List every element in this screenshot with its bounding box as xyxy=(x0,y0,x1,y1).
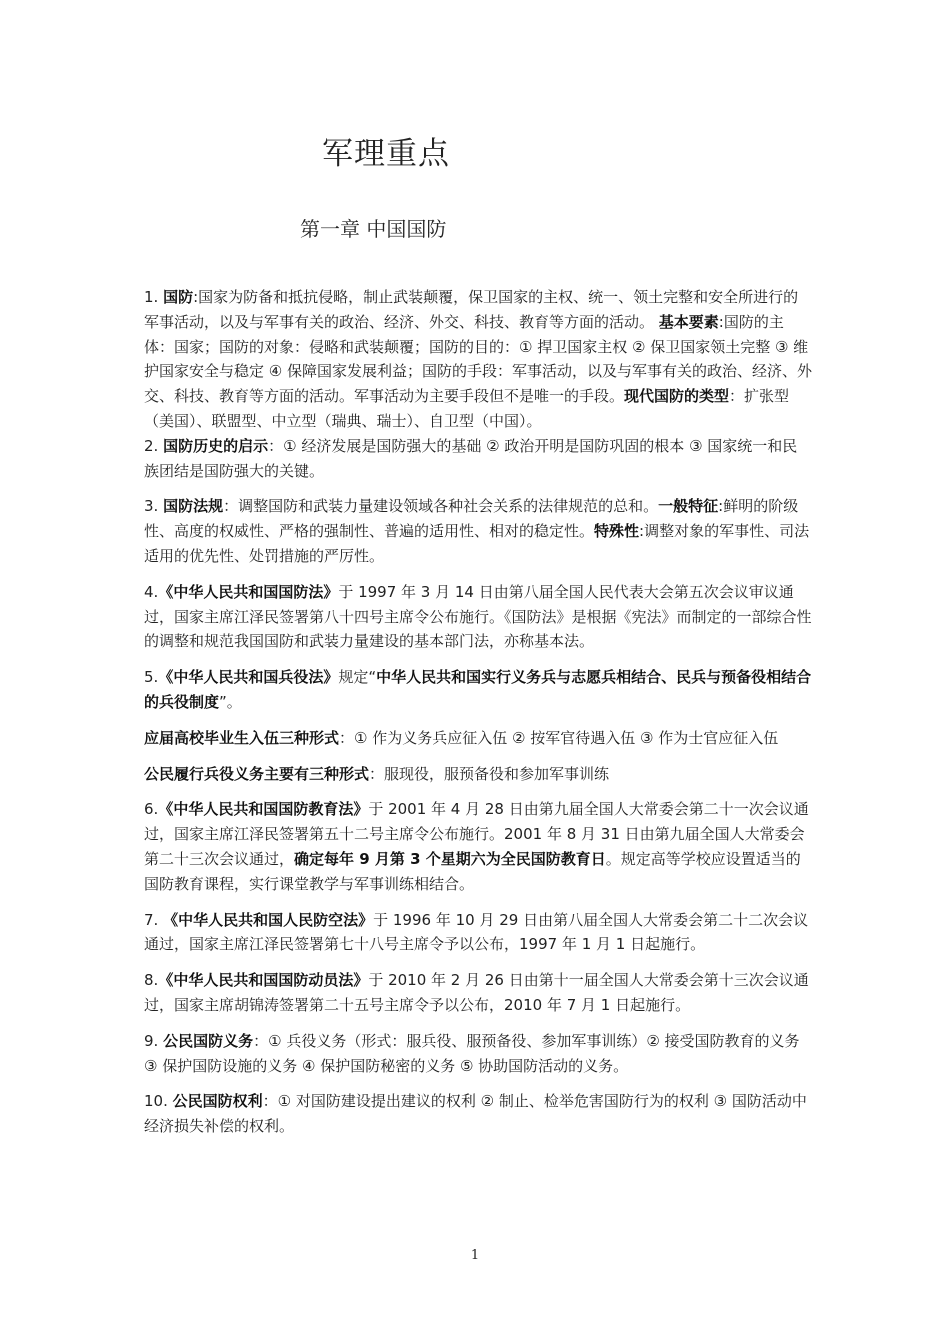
text-run: ：① 兵役义务（形式：服兵役、服预备役、参加军事训练）② 接受国防教育的义务 ③ 保护国防设施的义务 ④ 保护国防秘密的义务 ⑤ 协助国防活动的义务。 xyxy=(144,1031,800,1075)
text-run: :调整对象的军事性、司法适用的优先性、处罚措施的严厉性。 xyxy=(144,522,810,565)
text-run: ：服现役，服预备役和参加军事训练 xyxy=(369,764,610,783)
bold-text-run: 公民国防义务 xyxy=(163,1031,254,1050)
bold-text-run: 国防法规 xyxy=(163,497,224,516)
bold-text-run: 《中华人民共和国国防动员法》 xyxy=(158,971,369,990)
paragraph-3 xyxy=(144,494,812,568)
text-run: :国家为防备和抵抗侵略，制止武装颠覆，保卫国家的主权、统一、领土完整和安全所进行的军事活动，以及与军事有关的政治、经济、外交、科技、教育等方面的活动。 xyxy=(144,288,799,331)
bold-text-run: 《中华人民共和国国防教育法》 xyxy=(158,800,369,819)
text-run: 8. xyxy=(144,971,159,990)
bold-text-run: 现代国防的类型 xyxy=(624,387,730,406)
bold-text-run: 公民国防权利 xyxy=(172,1092,263,1111)
paragraph-6 xyxy=(144,797,812,896)
text-run: 规定“ xyxy=(338,668,377,687)
bold-text-run: 公民履行兵役义务主要有三种形式 xyxy=(144,764,370,783)
text-run: 于 1996 年 10 月 29 日由第八届全国人大常委会第二十二次会议通过，国家主席江泽民签署第七十八号主席令予以公布，1997 年 1 月 1 日起施行。 xyxy=(144,910,809,954)
page-title: 军理重点 xyxy=(322,136,450,172)
text-run: 7. xyxy=(144,910,164,929)
text-run: 3. xyxy=(144,497,164,516)
text-run: 1. xyxy=(144,288,164,306)
bold-text-run: 中华人民共和国实行义务兵与志愿兵相结合、民兵与预备役相结合的兵役制度 xyxy=(144,668,812,711)
text-run: 于 2001 年 4 月 28 日由第九届全国人大常委会第二十一次会议通过，国家主席江泽民签署第五十二号主席令公布施行。2001 年 8 月 31 日由第九届全国人大常委会第二十三次会议通过， xyxy=(144,800,809,868)
paragraph-9 xyxy=(144,1029,812,1079)
bold-text-run: 《中华人民共和国人民防空法》 xyxy=(163,910,374,929)
paragraph-1 xyxy=(144,285,812,434)
text-run: 于 2010 年 2 月 26 日由第十一届全国人大常委会第十三次会议通过，国家主席胡锦涛签署第二十五号主席令予以公布，2010 年 7 月 1 日起施行。 xyxy=(144,971,809,1014)
text-run: 10. xyxy=(144,1092,173,1111)
text-run: 2. xyxy=(144,436,164,455)
text-run: ：扩张型（美国）、联盟型、中立型（瑞典、瑞士）、自卫型（中国）。 xyxy=(144,387,790,430)
text-run: :国防的主体：国家；国防的对象：侵略和武装颠覆；国防的目的：① 捍卫国家主权 ② 保卫国家领土完整 ③ 维护国家安全与稳定 ④ 保障国家发展利益；国防的手段：军事活动，以及与军事有关的政治、经济、外交、科技、教育等方面的活动。军事活动为主要手段但不是唯一的手段。 xyxy=(144,312,812,406)
bold-text-run: 确定每年 9 月第 3 个星期六为全民国防教育日 xyxy=(294,849,606,868)
bold-text-run: 应届高校毕业生入伍三种形式 xyxy=(144,728,340,747)
paragraph-military-service-forms xyxy=(144,762,812,787)
text-run: ：调整国防和武装力量建设领域各种社会关系的法律规范的总和。 xyxy=(223,497,659,516)
text-run: ：① 作为义务兵应征入伍 ② 按军官待遇入伍 ③ 作为士官应征入伍 xyxy=(339,728,779,747)
text-run: 9. xyxy=(144,1031,164,1050)
bold-text-run: 基本要素 xyxy=(658,312,719,331)
text-run: ：① 对国防建设提出建议的权利 ② 制止、检举危害国防行为的权利 ③ 国防活动中经济损失补偿的权利。 xyxy=(144,1092,807,1136)
text-run: 于 1997 年 3 月 14 日由第八届全国人民代表大会第五次会议审议通过，国家主席江泽民签署第八十四号主席令公布施行。《国防法》是根据《宪法》而制定的一部综合性的调整和规范我国国防和武装力量建设的基本部门法，亦称基本法。 xyxy=(144,582,812,651)
bold-text-run: 国防历史的启示 xyxy=(163,436,269,455)
text-run: ：① 经济发展是国防强大的基础 ② 政治开明是国防巩固的根本 ③ 国家统一和民族团结是国防强大的关键。 xyxy=(144,436,798,480)
paragraph-2 xyxy=(144,434,812,484)
paragraph-8 xyxy=(144,968,812,1018)
paragraph-enlistment-forms xyxy=(144,726,812,751)
text-run: 。规定高等学校应设置适当的国防教育课程，实行课堂教学与军事训练相结合。 xyxy=(144,849,801,893)
bold-text-run: 特殊性 xyxy=(594,522,640,541)
paragraph-5 xyxy=(144,665,812,715)
text-run: :鲜明的阶级性、高度的权威性、严格的强制性、普遍的适用性、相对的稳定性。 xyxy=(144,497,799,541)
text-run: 5. xyxy=(144,668,159,687)
paragraph-4 xyxy=(144,580,812,654)
text-run: 6. xyxy=(144,800,159,819)
bold-text-run: 《中华人民共和国兵役法》 xyxy=(158,668,339,687)
bold-text-run: 国防 xyxy=(163,288,194,306)
page-number: 1 xyxy=(470,1248,480,1263)
text-run: ”。 xyxy=(219,692,242,711)
chapter-heading: 第一章 中国国防 xyxy=(300,217,447,241)
text-run: 4. xyxy=(144,582,159,601)
bold-text-run: 一般特征 xyxy=(658,497,719,516)
paragraph-10 xyxy=(144,1089,812,1139)
bold-text-run: 《中华人民共和国国防法》 xyxy=(158,582,339,601)
paragraph-7 xyxy=(144,908,812,958)
document-body xyxy=(144,285,812,1139)
